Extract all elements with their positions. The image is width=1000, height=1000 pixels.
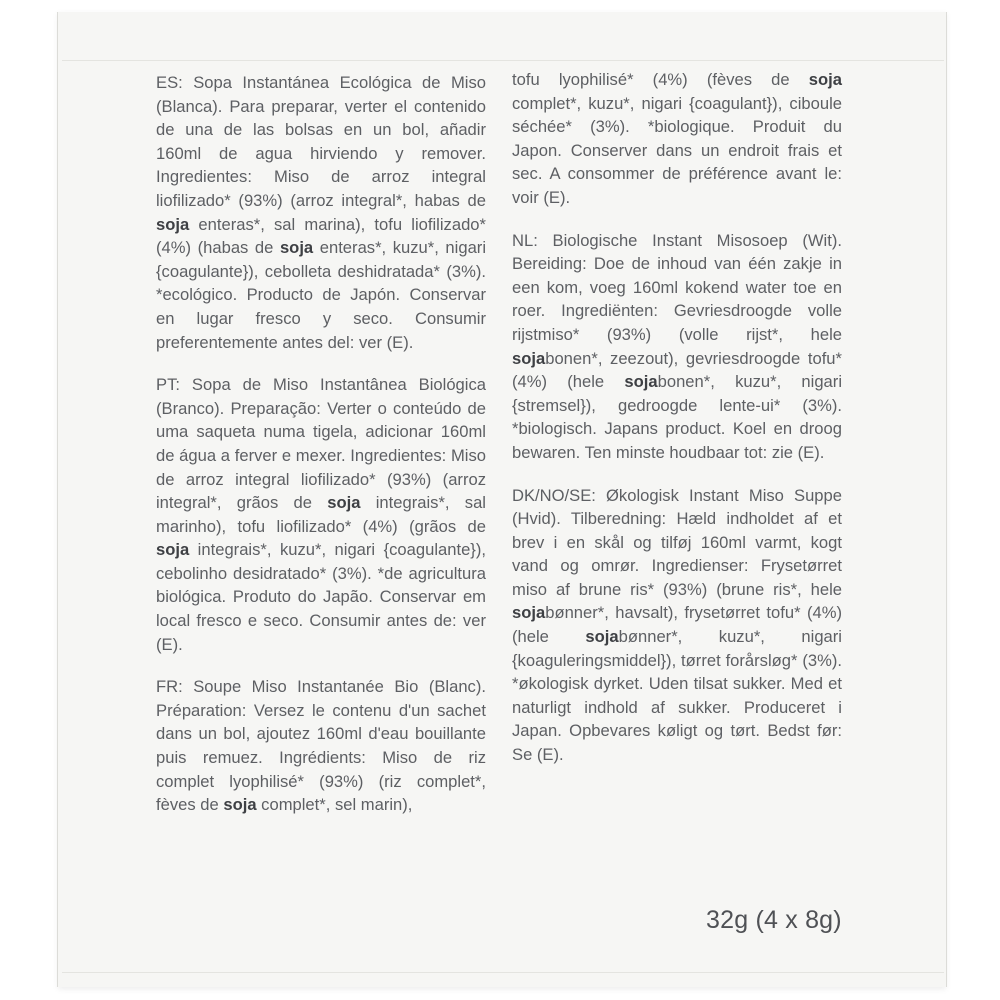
es-allergen-1: soja — [156, 214, 190, 234]
nl-allergen-1: soja — [512, 348, 546, 368]
net-weight: 32g (4 x 8g) — [706, 906, 842, 934]
dk-allergen-2: soja — [585, 627, 619, 647]
nl-allergen-2: soja — [624, 372, 658, 392]
panel-fold-line-bottom — [62, 972, 944, 973]
fr-text-1: FR: Soupe Miso Instantanée Bio (Blanc). Préparation: Versez le contenu d'un sachet dans un bol, ajoutez 160ml d'eau bouillante puis remuez. Ingrédients: Miso de riz complet lyophilisé* (93%) (riz complet*, fèves de — [156, 677, 486, 815]
text-es — [156, 71, 486, 354]
nl-text-2: bonen*, zeezout), gevriesdroogde tofu* (4%) (hele — [512, 348, 842, 392]
pt-text-1: PT: Sopa de Miso Instantânea Biológica (Branco). Preparação: Verter o conteúdo de uma saqueta numa tigela, adicionar 160ml de água a ferver e mexer. Ingredientes: Miso de arroz integral liofilizado* (93%) (arroz integral*, grãos de — [156, 375, 486, 513]
right-text-column — [512, 68, 842, 786]
nl-text-3: bonen*, kuzu*, nigari {stremsel}), gedroogde lente-ui* (3%). *biologisch. Japans product. Koel en droog bewaren. Ten minste houdbaar tot: zie (E). — [512, 372, 843, 462]
text-dk-no-se — [512, 484, 842, 767]
pt-text-2: integrais*, sal marinho), tofu liofilizado* (4%) (grãos de — [156, 493, 486, 536]
fr2-allergen-1: soja — [808, 70, 842, 89]
dk-text-2: bønner*, havsalt), frysetørret tofu* (4%) (hele — [512, 603, 842, 647]
fr2-text-2: complet*, kuzu*, nigari {coagulant}), ciboule séchée* (3%). *biologique. Produit du Japon. Conserver dans un endroit frais et sec. A consommer de préférence avant le: voir (E). — [512, 93, 842, 207]
left-text-column — [156, 68, 486, 836]
fr-allergen-1: soja — [223, 795, 257, 815]
text-pt — [156, 373, 486, 656]
es-allergen-2: soja — [279, 238, 314, 258]
text-fr-part1 — [156, 675, 486, 817]
text-fr-part2 — [512, 68, 842, 210]
dk-text-3: bønner*, kuzu*, nigari {koaguleringsmiddel}), tørret forårsløg* (3%). *økologisk dyrket. Uden tilsat sukker. Med et naturligt indhold af sukker. Produceret i Japan. Opbevares køligt og tørt. Bedst før: Se (E). — [512, 627, 842, 765]
dk-allergen-1: soja — [512, 603, 546, 623]
pt-allergen-1: soja — [327, 493, 361, 513]
pt-text-3: integrais*, kuzu*, nigari {coagulante}), cebolinho desidratado* (3%). *de agricultura biológica. Produto do Japão. Conservar em local fresco e seco. Consumir antes de: ver (E). — [156, 540, 486, 654]
dk-text-1: DK/NO/SE: Økologisk Instant Miso Suppe (Hvid). Tilberedning: Hæld indholdet af et brev i en skål og tilføj 160ml varmt, kogt vand og omrør. Ingredienser: Frysetørret miso af brune ris* (93%) (brune ris*, hele — [512, 485, 842, 599]
fr2-text-1: tofu lyophilisé* (4%) (fèves de — [512, 70, 809, 89]
text-nl — [512, 229, 842, 465]
es-text-2: enteras*, sal marina), tofu liofilizado* (4%) (habas de — [156, 214, 486, 258]
panel-fold-line-top — [62, 60, 944, 61]
nl-text-1: NL: Biologische Instant Misosoep (Wit). Bereiding: Doe de inhoud van één zakje in een kom, voeg 160ml kokend water toe en roer. Ingrediënten: Gevriesdroogde volle rijstmiso* (93%) (volle rijst*, hele — [512, 230, 842, 344]
pt-allergen-2: soja — [156, 540, 190, 560]
es-text-1: ES: Sopa Instantánea Ecológica de Miso (Blanca). Para preparar, verter el contenido de una de las bolsas en un bol, añadir 160ml de agua hirviendo y remover. Ingredientes: Miso de arroz integral liofilizado* (93%) (arroz integral*, habas de — [156, 73, 486, 210]
es-text-3: enteras*, kuzu*, nigari {coagulante}), cebolleta deshidratada* (3%). *ecológico. Producto de Japón. Conservar en lugar fresco y seco. Consumir preferentemente antes del: ver (E). — [156, 238, 487, 352]
fr-text-2: complet*, sel marin), — [256, 795, 413, 815]
